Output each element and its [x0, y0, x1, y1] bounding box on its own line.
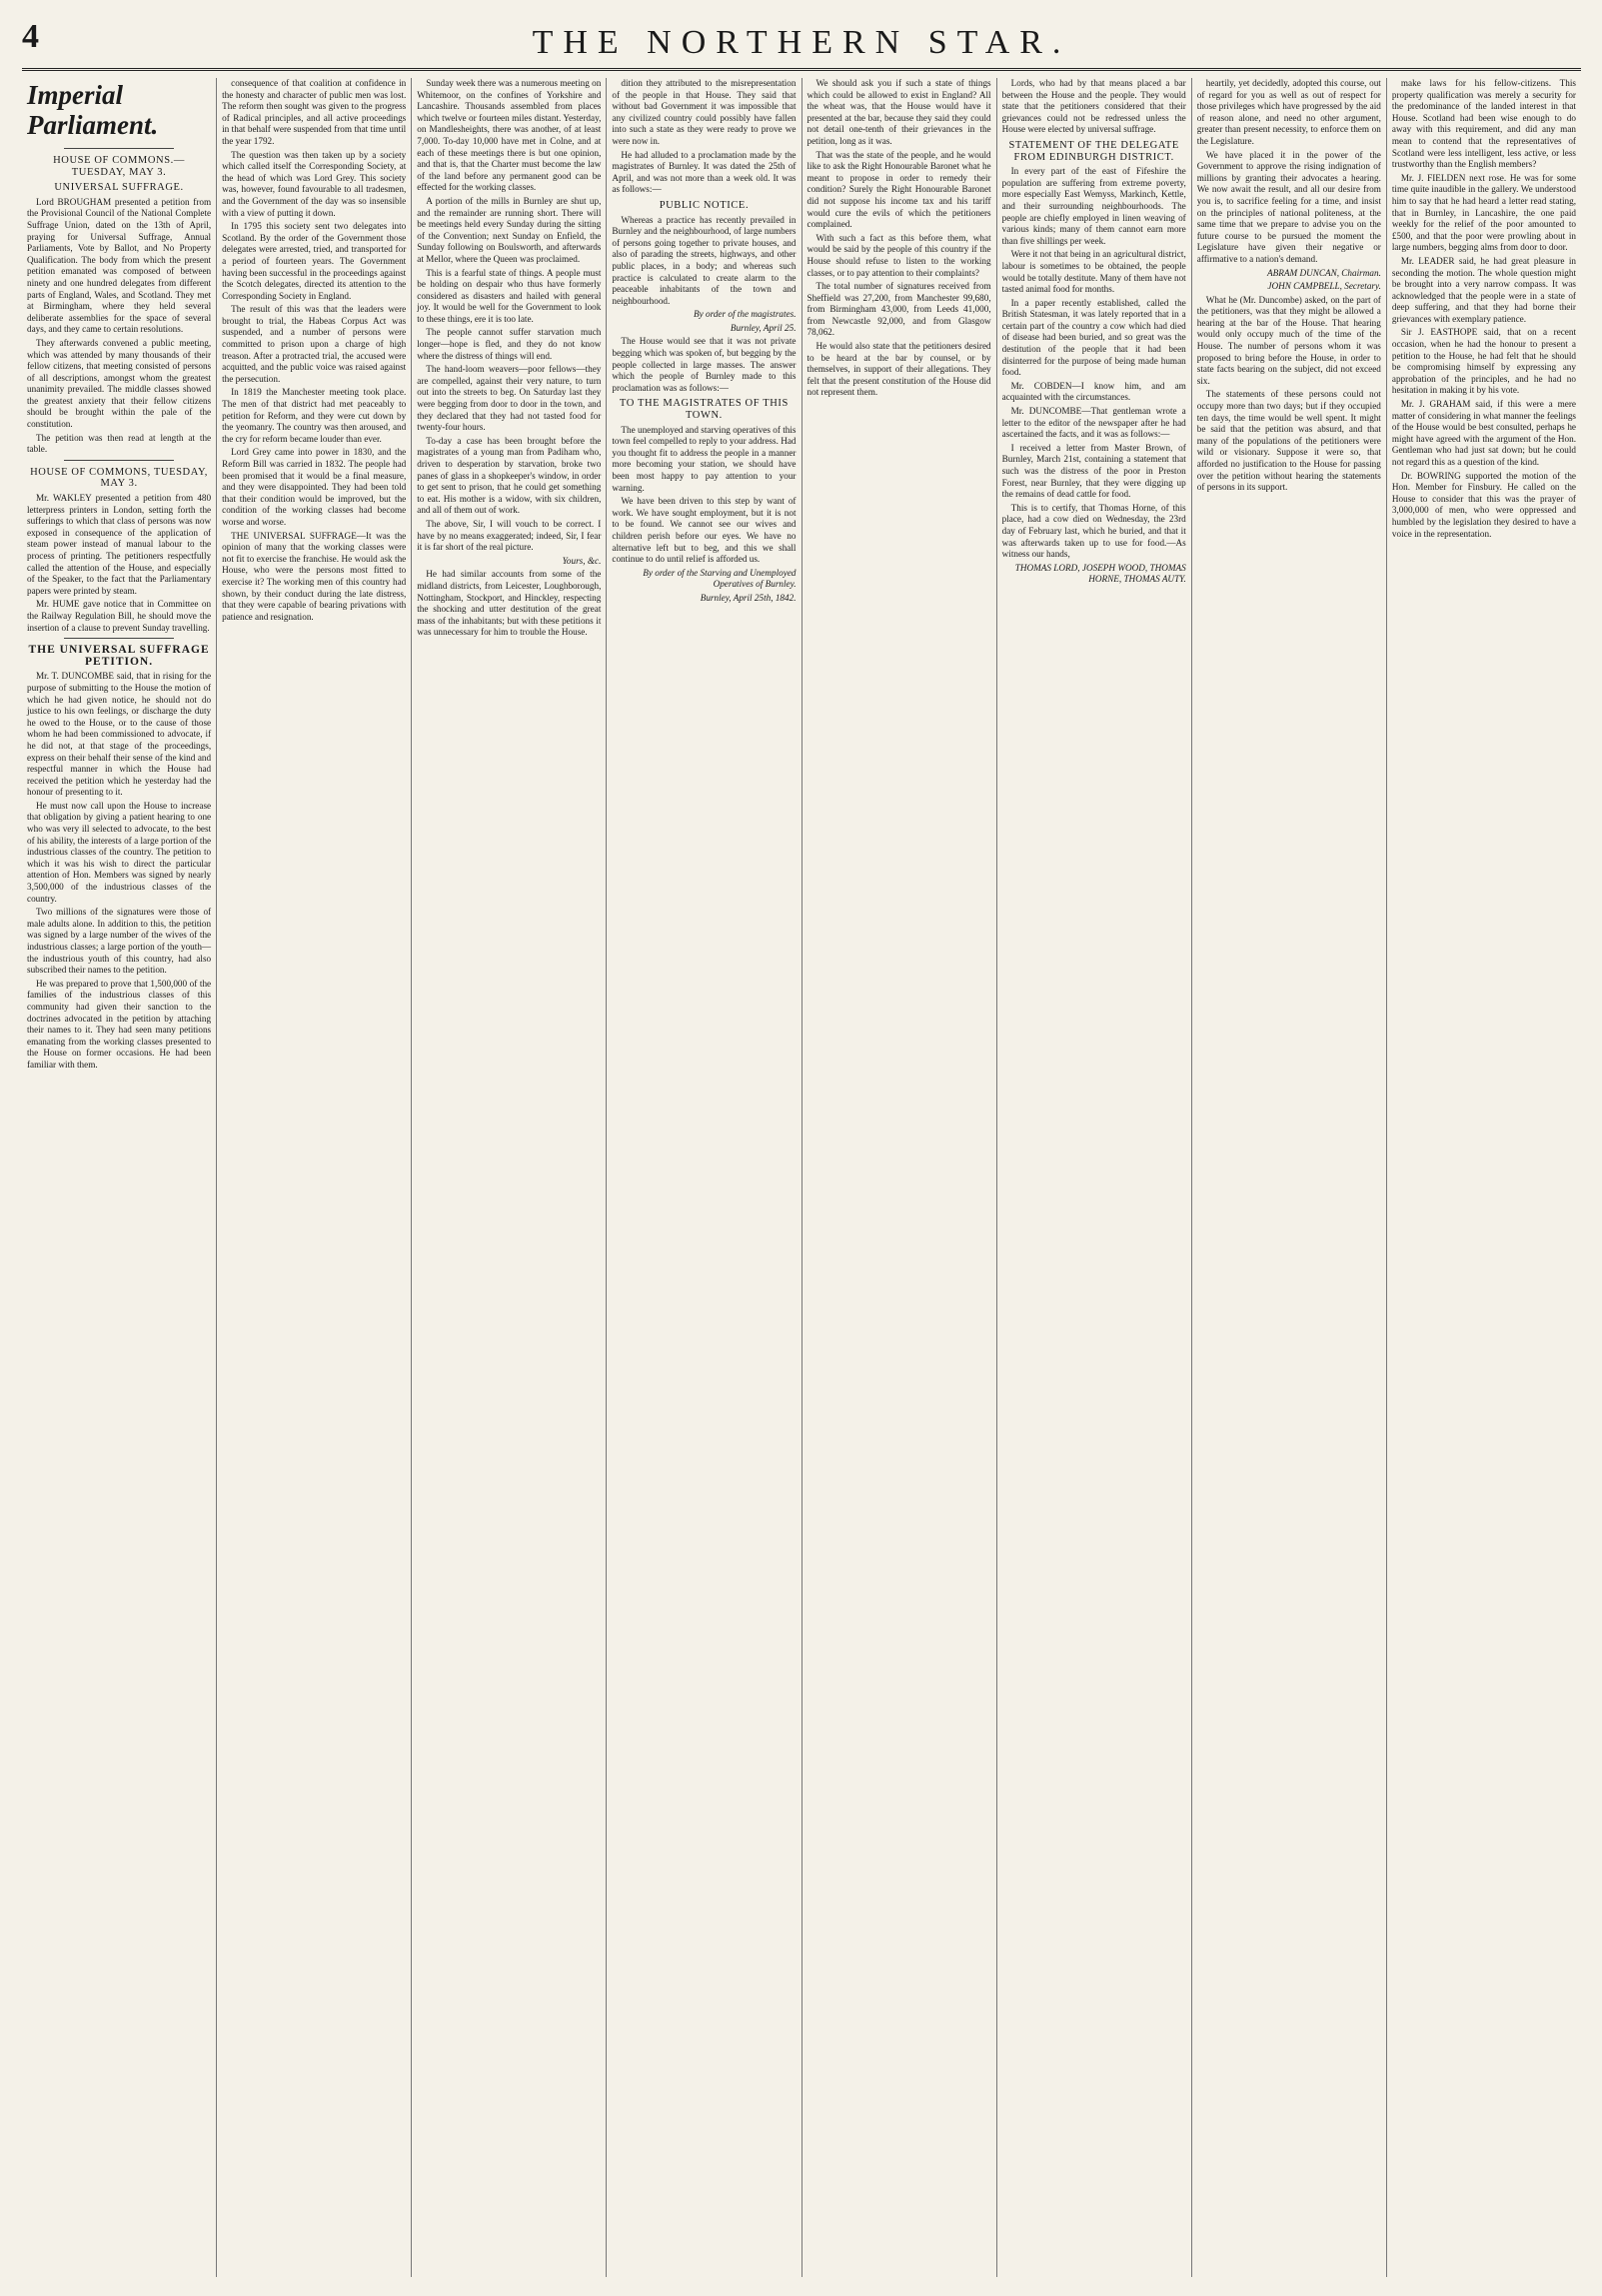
paragraph: This is a fearful state of things. A people must be holding on despair who thus have formerly considered as disasters and hailed with general joy. It would be well for the Government to look to these things, ere it is too late. — [417, 267, 602, 324]
column-4 — [607, 78, 801, 2277]
paragraph: I received a letter from Master Brown, of Burnley, March 21st, containing a statement that such was the distress of the poor in Preston Forest, near Burnley, that they were digging up the remains of dead cattle for food. — [1001, 442, 1186, 500]
newspaper-title: THE NORTHERN STAR. — [532, 24, 1071, 61]
dateline: Burnley, April 25th, 1842. — [700, 592, 797, 603]
paragraph: Mr. J. GRAHAM said, if this were a mere matter of considering in what manner the feelings of the House would be best consulted, perhaps he might have agreed with the argument of the Hon. Gentleman who had just sat down; but he could not regard this as a question of the kind. — [1391, 399, 1576, 467]
paragraph: In every part of the east of Fifeshire the population are suffering from extreme poverty, more especially East Wemyss, Markinch, Kettle, and their surrounding neighbourhoods. The people are chiefly employed in linen weaving of various kinds; many of them cannot earn more than five shillings per week. — [1001, 166, 1186, 246]
paragraph: Mr. WAKLEY presented a petition from 480 letterpress printers in London, setting forth the sufferings to which that class of persons was now exposed in consequence of the application of steam power instead of manual labour to the process of printing. The petitioners respectfully called the attention of the House, and especially of the Speaker, to the fact that the Parliamentary papers were printed by steam. — [27, 493, 212, 596]
paragraph: Two millions of the signatures were those of male adults alone. In addition to this, the petition was signed by a large number of the wives of the industrious classes; a large portion of the youth—the industrious youth of this country, had also subscribed their names to the petition. — [27, 907, 212, 976]
paragraph: Sir J. EASTHOPE said, that on a recent occasion, when he had the honour to present a petition to the House, he had felt that he should be compromising himself by expressing any approbation of the principles, and he had no hesitation in making it by his vote. — [1391, 327, 1576, 396]
section-title: Imperial Parliament. — [27, 80, 159, 140]
paragraph: Mr. T. DUNCOMBE said, that in rising for the purpose of submitting to the House the motion of which he had given notice, he should not do justice to his own feelings, or discharge the duty he owed to the House, or to the cause of those whom he had been commissioned to advocate, if he did not, at that stage of the proceedings, express on their behalf their sense of the kind and respectful manner in which the House had received the petition which he yesterday had the honour of presenting to it. — [27, 671, 212, 798]
signature: By order of the Starving and Unemployed Operatives of Burnley. — [643, 567, 797, 590]
article-heading: HOUSE OF COMMONS, TUESDAY, MAY 3. — [30, 466, 209, 490]
paragraph: The result of this was that the leaders were brought to trial, the Habeas Corpus Act was suspended, and a number of persons were committed to prison upon a charge of high treason. After a protracted trial, the accused were acquitted, and the public voice was raised against the persecution. — [222, 304, 407, 384]
notice-heading: PUBLIC NOTICE. — [659, 199, 750, 211]
paragraph: That was the state of the people, and he would like to ask the Right Honourable Baronet what he meant to propose in order to remedy their condition? Surely the Right Honourable Baronet did not suppose his income tax and his tariff would cure the evils of which the petitioners complained. — [806, 149, 991, 230]
paragraph: Mr. J. FIELDEN next rose. He was for some time quite inaudible in the gallery. We understood him to say that he had heard a letter read stating, that in Burnley, in Lancashire, the one paid weekly for the relief of the poor amounted to £500, and that the poor were prowling about in large numbers, begging alms from door to door. — [1391, 172, 1576, 253]
paragraph: The petition was then read at length at the table. — [27, 432, 212, 455]
divider — [64, 638, 174, 639]
paragraph: A portion of the mills in Burnley are shut up, and the remainder are running short. There will be meetings held every Sunday during the sitting of the Convention; next Sunday on Enfield, the Sunday following on Boulsworth, and afterwards at Mellor, where the Queen was proclaimed. — [417, 195, 602, 264]
paragraph: Dr. BOWRING supported the motion of the Hon. Member for Finsbury. He called on the House to consider that this was the prayer of 3,000,000 of men, who were oppressed and humbled by the legislation they desired to have a voice in the representation. — [1391, 470, 1576, 539]
column-7 — [1192, 78, 1387, 2277]
article-heading: THE UNIVERSAL SUFFRAGE PETITION. — [28, 644, 210, 668]
paragraph: Mr. DUNCOMBE—That gentleman wrote a letter to the editor of the newspaper after he had ascertained the facts, and it was as follows:— — [1001, 406, 1186, 440]
signature: ABRAM DUNCAN, Chairman. — [1267, 267, 1381, 278]
paragraph: What he (Mr. Duncombe) asked, on the part of the petitioners, was that they might be allowed a hearing at the bar of the House. That hearing would only occupy much of the time of the House. The number of persons whom it was proposed to bring before the House, in order to state facts bearing on the subject, did not exceed six. — [1196, 294, 1381, 386]
paragraph: THE UNIVERSAL SUFFRAGE—It was the opinion of many that the working classes were not fit to exercise the franchise. He would ask the House, who were the persons most fitted to exercise it? The working men of this country had shown, by their conduct during the late distress, that they were capable of bearing privations with patience and resignation. — [222, 530, 407, 622]
divider — [64, 460, 174, 461]
column-6 — [997, 78, 1192, 2277]
page-number: 4 — [22, 18, 39, 55]
paragraph: Lord BROUGHAM presented a petition from the Provisional Council of the National Complete Suffrage Union, dated on the 13th of April, praying for Universal Suffrage, Annual Parliaments, Vote by Ballot, and No Property Qualification. The body from which the present petition emanated was composed of between ninety and one hundred delegates from different parts of England, Wales, and Scotland. They met at Birmingham, where they held several deliberate assemblies for the space of several days, and they came to certain resolutions. — [27, 196, 212, 335]
article-subheading: UNIVERSAL SUFFRAGE. — [54, 182, 184, 194]
column-8 — [1387, 78, 1581, 2277]
paragraph: He had alluded to a proclamation made by the magistrates of Burnley. It was dated the 25th of April, and was not more than a week old. It was as follows:— — [612, 149, 797, 195]
paragraph: heartily, yet decidedly, adopted this course, out of regard for you as well as out of respect for those privileges which have progressed by the aid of reason alone, and need no other argument, greater than present necessity, to enforce them on the Legislature. — [1196, 78, 1381, 146]
paragraph: In a paper recently established, called the British Statesman, it was lately reported that in a certain part of the country a cow which had died of disease had been buried, and so great was the destitution of the people that it had been disinterred for the purpose of being made human food. — [1001, 297, 1186, 378]
paragraph: This is to certify, that Thomas Horne, of this place, had a cow died on Wednesday, the 23rd day of February last, which he buried, and that it was afterwards taken up to use for food.—As witness our hands, — [1001, 502, 1186, 560]
statement-heading: STATEMENT OF THE DELEGATE FROM EDINBURGH DISTRICT. — [1008, 139, 1179, 163]
signature: Yours, &c. — [562, 555, 602, 566]
paragraph: The question was then taken up by a society which called itself the Corresponding Society, at the head of which was Lord Grey. This society was, however, found favourable to all tradesmen, and the Government of the day was so insensible with a view of putting it down. — [222, 149, 407, 218]
paragraph: We have been driven to this step by want of work. We have sought employment, but it is not to be found. We cannot see our wives and children perish before our eyes. We have no alternative left but to beg, and this we shall continue to do until relief is afforded us. — [612, 496, 797, 565]
paragraph: He was prepared to prove that 1,500,000 of the families of the industrious classes of this community had given their sanction to the doctrines advocated in the petition by attaching their names to it. They had seen many petitions emanating from the working classes presented to the House on former occasions. He had been familiar with them. — [27, 978, 212, 1070]
paragraph: Mr. HUME gave notice that in Committee on the Railway Regulation Bill, he should move the insertion of a clause to prevent Sunday travelling. — [27, 599, 212, 633]
paragraph: The total number of signatures received from Sheffield was 27,200, from Manchester 99,680, from Birmingham 43,000, from Leeds 41,000, from Newcastle 92,000, and from Glasgow 78,062. — [806, 281, 991, 338]
paragraph: make laws for his fellow-citizens. This property qualification was merely a security for the predominance of the landed interest in that House. Scotland had been wise enough to do away with this requirement, and did any man mean to contend that the representatives of Scotland were less intelligent, less active, or less trustworthy than the English members? — [1391, 78, 1576, 170]
signature: JOHN CAMPBELL, Secretary. — [1267, 281, 1381, 292]
newspaper-page — [22, 14, 1581, 2283]
paragraph: Lords, who had by that means placed a bar between the House and the people. They would state that the petitioners considered that their grievances could not be redressed unless the House were elected by universal suffrage. — [1001, 78, 1186, 135]
column-3 — [412, 78, 607, 2277]
dateline: Burnley, April 25. — [730, 322, 797, 333]
column-5 — [802, 78, 997, 2277]
paragraph: dition they attributed to the misrepresentation of the people in that House. They said that without bad Government it was impossible that any civilized country could possibly have fallen into such a state as they were ready to prove we were now in. — [612, 78, 797, 146]
divider — [64, 148, 174, 149]
paragraph: Whereas a practice has recently prevailed in Burnley and the neighbourhood, of large numbers of persons going together to private houses, and also of parading the streets, highways, and other public places, in a body; and whereas such practice is calculated to create alarm to the peaceable inhabitants of the town and neighbourhood. — [612, 214, 797, 306]
paragraph: To-day a case has been brought before the magistrates of a young man from Padiham who, driven to desperation by starvation, broke two panes of glass in a shopkeeper's window, in order to get sent to prison, that he could get something to eat. His mother is a widow, with six children, and all of them out of work. — [417, 435, 602, 516]
paragraph: He would also state that the petitioners desired to be heard at the bar by counsel, or by themselves, in support of their allegations. They felt that the present constitution of the House did not represent them. — [806, 341, 991, 398]
notice-heading: TO THE MAGISTRATES OF THIS TOWN. — [619, 398, 789, 422]
paragraph: With such a fact as this before them, what would be said by the people of this country if the House should refuse to listen to the working classes, or to pay attention to their complaints? — [806, 232, 991, 278]
article-heading: HOUSE OF COMMONS.—TUESDAY, MAY 3. — [53, 155, 185, 178]
signature: By order of the magistrates. — [694, 309, 797, 320]
paragraph: The unemployed and starving operatives of this town feel compelled to reply to your address. Had you thought fit to address the people in a manner more becoming your station, we should have been most happy to pay attention to your warning. — [612, 424, 797, 493]
paragraph: In 1795 this society sent two delegates into Scotland. By the order of the Government those delegates were arrested, tried, and transported for a period of fourteen years. The Government having been successful in the proceedings against the Scotch delegates, directed its attention to the Corresponding Society in England. — [222, 221, 407, 301]
paragraph: They afterwards convened a public meeting, which was attended by many thousands of their fellow citizens, that meeting consisted of persons of all descriptions, amongst whom the greatest unanimity prevailed. The middle classes showed the greatest anxiety that their fellow citizens should be brought within the pale of the constitution. — [27, 337, 212, 430]
paragraph: We have placed it in the power of the Government to approve the rising indignation of millions by granting their advocates a hearing. We now await the result, and all our desire from you is, to sacrifice feeling for a time, and insist on the principles of national politeness, at the same time that we prepare to advise you on the future course to be pursued the moment the Legislature have given their negative or affirmative to a nation's demand. — [1196, 149, 1381, 264]
column-2 — [217, 78, 412, 2277]
signatures: THOMAS LORD, JOSEPH WOOD, THOMAS HORNE, THOMAS AUTY. — [1014, 562, 1186, 585]
column-1 — [22, 78, 217, 2277]
paragraph: The statements of these persons could not occupy more than two days; but if they occupied ten days, the time would be well spent. It might be said that the petition was absurd, and that many of the populations of the petitioners were wild or visionary. Suppose it were so, that afforded no justification to the House for passing over the petition without hearing the statements of persons in its support. — [1196, 389, 1381, 493]
paragraph: The people cannot suffer starvation much longer—hope is fled, and they do not know where the distress of things will end. — [417, 327, 602, 361]
paragraph: Mr. LEADER said, he had great pleasure in seconding the motion. The whole question might be brought into a very narrow compass. It was acknowledged that the people were in a state of deep suffering, and that they had borne their grievances with exemplary patience. — [1391, 255, 1576, 324]
paragraph: In 1819 the Manchester meeting took place. The men of that district had met peaceably to petition for Reform, and they were cut down by the yeomanry. The country was then aroused, and the cry for reform became louder than ever. — [222, 387, 407, 444]
paragraph: The House would see that it was not private begging which was spoken of, but begging by the people collected in large masses. The answer which the people of Burnley made to this proclamation was as follows:— — [612, 336, 797, 393]
paragraph: Were it not that being in an agricultural district, labour is sometimes to be obtained, the people would be totally destitute. Many of them have not tasted animal food for months. — [1001, 249, 1186, 295]
paragraph: Mr. COBDEN—I know him, and am acquainted with the circumstances. — [1001, 380, 1186, 403]
columns — [22, 78, 1581, 2277]
paragraph: The above, Sir, I will vouch to be correct. I have by no means exaggerated; indeed, Sir, I fear it is far short of the real picture. — [417, 518, 602, 553]
paragraph: The hand-loom weavers—poor fellows—they are compelled, against their very nature, to turn out into the streets to beg. On Saturday last they were begging from door to door in the town, and they declared that they had not tasted food for twenty-four hours. — [417, 364, 602, 433]
paragraph: He must now call upon the House to increase that obligation by giving a patient hearing to one who was very ill selected to advocate, to the best of his ability, the interests of a large portion of the industrious classes of the country. The petition to which it was his wish to direct the particular attention of Hon. Members was signed by nearly 3,500,000 of the industrious classes of the country. — [27, 800, 212, 904]
paragraph: We should ask you if such a state of things which could be allowed to exist in England? All the wheat was, that the House would have it presented at the bar, because they said they could not detail one-tenth of their grievances in the petition, long as it was. — [806, 78, 991, 146]
paragraph: Sunday week there was a numerous meeting on Whitemoor, on the confines of Yorkshire and Lancashire. Thousands assembled from places which twelve or fourteen miles distant. Yesterday, on Mandlesheights, there was another, of at least 7,000. To-day 10,000 have met in Colne, and at each of these meetings there is but one opinion, and that is, that the Charter must become the law of the land before any permanent good can be effected for the working classes. — [417, 78, 602, 193]
paragraph: consequence of that coalition at confidence in the honesty and character of public men was lost. The reform then sought was given to the progress of Radical principles, and all active proceedings in that behalf were suspended from that time until the year 1792. — [222, 78, 407, 146]
paragraph: He had similar accounts from some of the midland districts, from Leicester, Loughborough, Nottingham, Stockport, and Hinckley, respecting the shocking and utter destitution of the great mass of the inhabitants; but with these petitions it was unnecessary for him to trouble the House. — [417, 569, 602, 638]
paragraph: Lord Grey came into power in 1830, and the Reform Bill was carried in 1832. The people had been promised that it would be a final measure, and they were disappointed. They had been told that their condition would be improved, but the condition of the working classes had become worse and worse. — [222, 447, 407, 527]
masthead — [22, 14, 1581, 71]
